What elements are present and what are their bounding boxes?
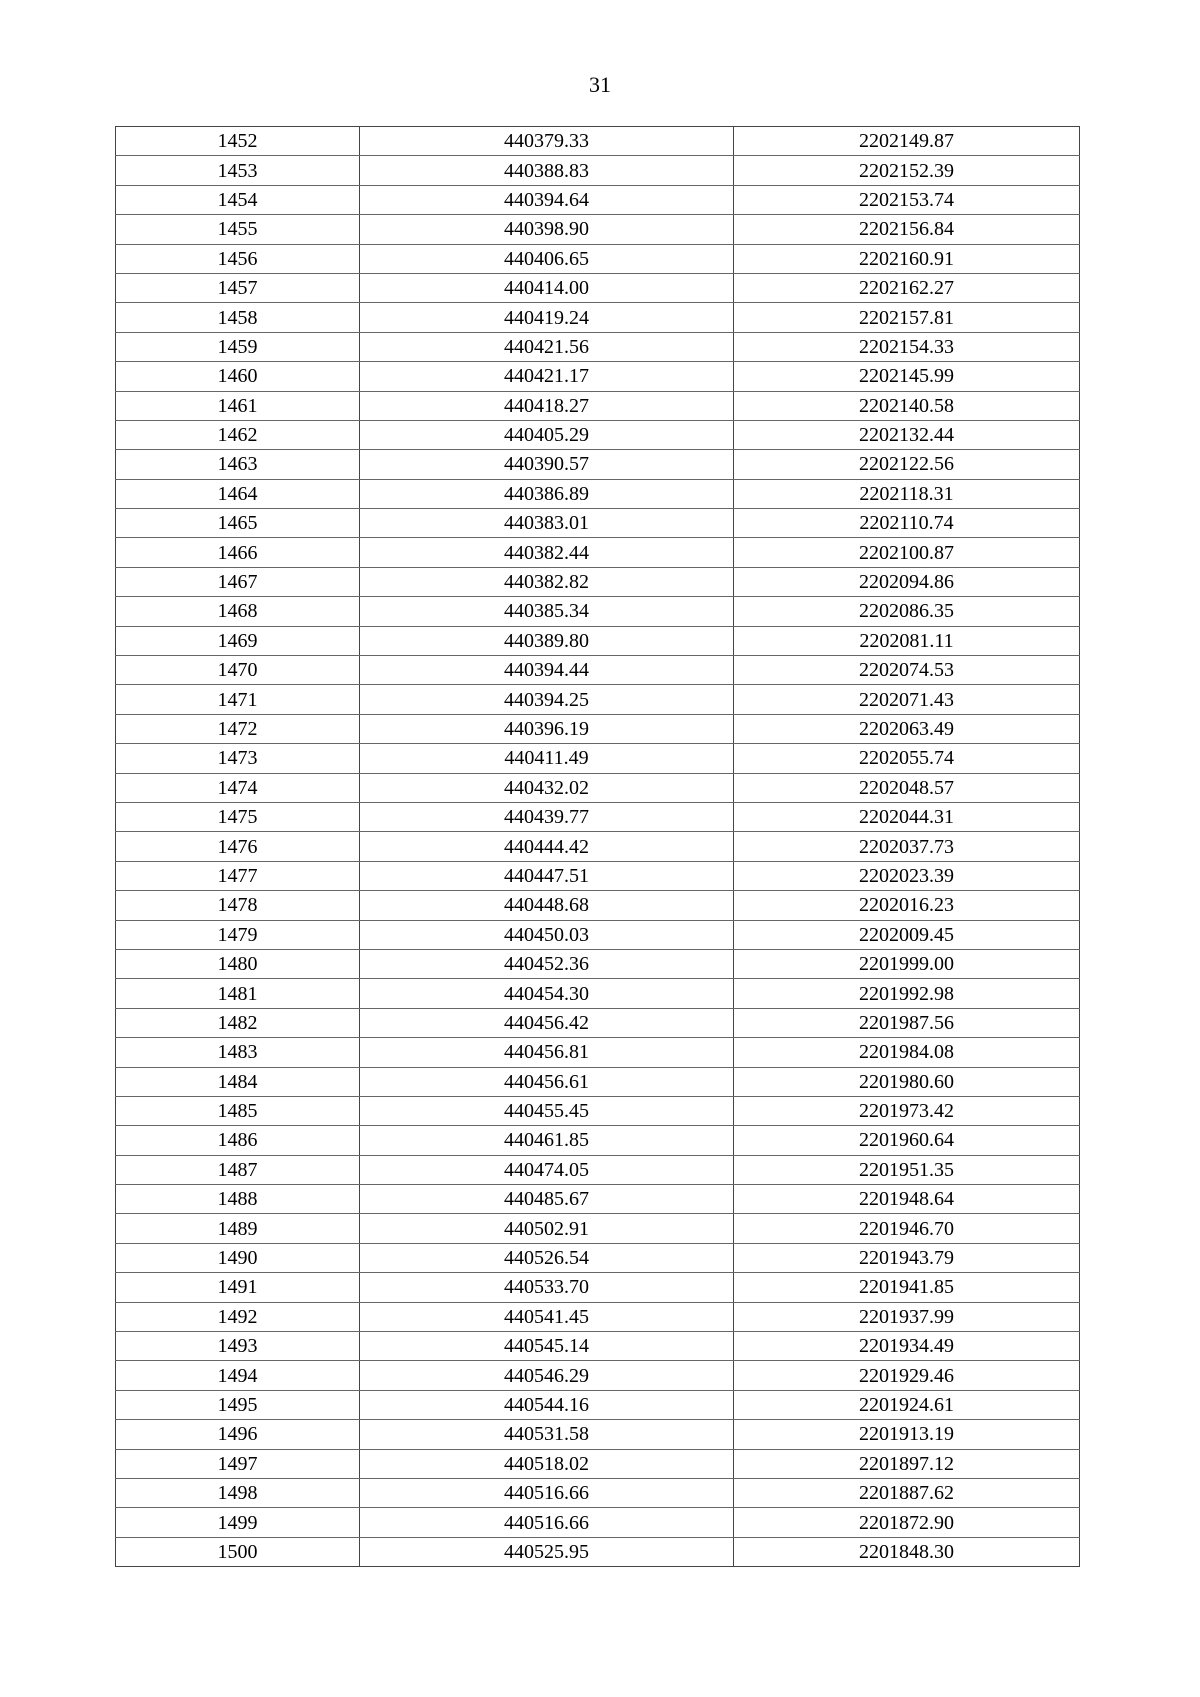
y-coordinate-cell: 2201897.12 — [734, 1449, 1080, 1478]
y-coordinate-cell: 2201943.79 — [734, 1243, 1080, 1272]
y-coordinate-cell: 2202023.39 — [734, 861, 1080, 890]
x-coordinate-cell: 440385.34 — [360, 597, 734, 626]
point-number-cell: 1463 — [116, 450, 360, 479]
point-number-cell: 1474 — [116, 773, 360, 802]
table-row — [116, 1537, 1080, 1566]
y-coordinate-cell: 2201999.00 — [734, 949, 1080, 978]
point-number-cell: 1489 — [116, 1214, 360, 1243]
x-coordinate-cell: 440456.61 — [360, 1067, 734, 1096]
point-number-cell: 1457 — [116, 273, 360, 302]
table-row — [116, 420, 1080, 449]
table-row — [116, 656, 1080, 685]
table-row — [116, 832, 1080, 861]
point-number-cell: 1464 — [116, 479, 360, 508]
point-number-cell: 1476 — [116, 832, 360, 861]
x-coordinate-cell: 440394.44 — [360, 656, 734, 685]
point-number-cell: 1491 — [116, 1273, 360, 1302]
table-row — [116, 1449, 1080, 1478]
table-row — [116, 949, 1080, 978]
table-row — [116, 215, 1080, 244]
point-number-cell: 1465 — [116, 509, 360, 538]
table-row — [116, 1126, 1080, 1155]
x-coordinate-cell: 440545.14 — [360, 1332, 734, 1361]
point-number-cell: 1456 — [116, 244, 360, 273]
point-number-cell: 1492 — [116, 1302, 360, 1331]
y-coordinate-cell: 2202145.99 — [734, 362, 1080, 391]
x-coordinate-cell: 440452.36 — [360, 949, 734, 978]
point-number-cell: 1468 — [116, 597, 360, 626]
point-number-cell: 1487 — [116, 1155, 360, 1184]
y-coordinate-cell: 2202094.86 — [734, 567, 1080, 596]
x-coordinate-cell: 440411.49 — [360, 744, 734, 773]
y-coordinate-cell: 2202048.57 — [734, 773, 1080, 802]
point-number-cell: 1496 — [116, 1420, 360, 1449]
x-coordinate-cell: 440390.57 — [360, 450, 734, 479]
table-row — [116, 744, 1080, 773]
point-number-cell: 1497 — [116, 1449, 360, 1478]
table-row — [116, 509, 1080, 538]
y-coordinate-cell: 2201980.60 — [734, 1067, 1080, 1096]
x-coordinate-cell: 440525.95 — [360, 1537, 734, 1566]
table-row — [116, 538, 1080, 567]
point-number-cell: 1479 — [116, 920, 360, 949]
point-number-cell: 1467 — [116, 567, 360, 596]
y-coordinate-cell: 2202016.23 — [734, 891, 1080, 920]
point-number-cell: 1462 — [116, 420, 360, 449]
x-coordinate-cell: 440541.45 — [360, 1302, 734, 1331]
x-coordinate-cell: 440544.16 — [360, 1390, 734, 1419]
y-coordinate-cell: 2202149.87 — [734, 127, 1080, 156]
y-coordinate-cell: 2202160.91 — [734, 244, 1080, 273]
x-coordinate-cell: 440474.05 — [360, 1155, 734, 1184]
point-number-cell: 1480 — [116, 949, 360, 978]
table-row — [116, 1214, 1080, 1243]
x-coordinate-cell: 440386.89 — [360, 479, 734, 508]
table-row — [116, 479, 1080, 508]
x-coordinate-cell: 440379.33 — [360, 127, 734, 156]
y-coordinate-cell: 2201848.30 — [734, 1537, 1080, 1566]
y-coordinate-cell: 2201937.99 — [734, 1302, 1080, 1331]
y-coordinate-cell: 2201946.70 — [734, 1214, 1080, 1243]
x-coordinate-cell: 440419.24 — [360, 303, 734, 332]
table-row — [116, 861, 1080, 890]
x-coordinate-cell: 440461.85 — [360, 1126, 734, 1155]
x-coordinate-cell: 440383.01 — [360, 509, 734, 538]
x-coordinate-cell: 440421.17 — [360, 362, 734, 391]
x-coordinate-cell: 440516.66 — [360, 1478, 734, 1507]
x-coordinate-cell: 440526.54 — [360, 1243, 734, 1272]
point-number-cell: 1500 — [116, 1537, 360, 1566]
table-row — [116, 802, 1080, 831]
y-coordinate-cell: 2202009.45 — [734, 920, 1080, 949]
point-number-cell: 1499 — [116, 1508, 360, 1537]
point-number-cell: 1470 — [116, 656, 360, 685]
y-coordinate-cell: 2201887.62 — [734, 1478, 1080, 1507]
x-coordinate-cell: 440418.27 — [360, 391, 734, 420]
point-number-cell: 1455 — [116, 215, 360, 244]
point-number-cell: 1453 — [116, 156, 360, 185]
y-coordinate-cell: 2202162.27 — [734, 273, 1080, 302]
x-coordinate-cell: 440432.02 — [360, 773, 734, 802]
y-coordinate-cell: 2201948.64 — [734, 1185, 1080, 1214]
point-number-cell: 1477 — [116, 861, 360, 890]
y-coordinate-cell: 2201987.56 — [734, 1008, 1080, 1037]
x-coordinate-cell: 440382.82 — [360, 567, 734, 596]
y-coordinate-cell: 2201941.85 — [734, 1273, 1080, 1302]
point-number-cell: 1458 — [116, 303, 360, 332]
x-coordinate-cell: 440502.91 — [360, 1214, 734, 1243]
table-row — [116, 273, 1080, 302]
point-number-cell: 1485 — [116, 1096, 360, 1125]
x-coordinate-cell: 440421.56 — [360, 332, 734, 361]
x-coordinate-cell: 440518.02 — [360, 1449, 734, 1478]
y-coordinate-cell: 2202081.11 — [734, 626, 1080, 655]
point-number-cell: 1452 — [116, 127, 360, 156]
y-coordinate-cell: 2201992.98 — [734, 979, 1080, 1008]
table-row — [116, 1332, 1080, 1361]
x-coordinate-cell: 440533.70 — [360, 1273, 734, 1302]
point-number-cell: 1495 — [116, 1390, 360, 1419]
x-coordinate-cell: 440394.25 — [360, 685, 734, 714]
x-coordinate-cell: 440454.30 — [360, 979, 734, 1008]
point-number-cell: 1472 — [116, 714, 360, 743]
y-coordinate-cell: 2202154.33 — [734, 332, 1080, 361]
table-row — [116, 1508, 1080, 1537]
point-number-cell: 1475 — [116, 802, 360, 831]
point-number-cell: 1460 — [116, 362, 360, 391]
y-coordinate-cell: 2202044.31 — [734, 802, 1080, 831]
point-number-cell: 1454 — [116, 185, 360, 214]
table-row — [116, 714, 1080, 743]
point-number-cell: 1498 — [116, 1478, 360, 1507]
table-row — [116, 626, 1080, 655]
table-row — [116, 362, 1080, 391]
table-row — [116, 391, 1080, 420]
point-number-cell: 1493 — [116, 1332, 360, 1361]
y-coordinate-cell: 2201984.08 — [734, 1038, 1080, 1067]
table-row — [116, 1096, 1080, 1125]
point-number-cell: 1481 — [116, 979, 360, 1008]
y-coordinate-cell: 2202140.58 — [734, 391, 1080, 420]
point-number-cell: 1482 — [116, 1008, 360, 1037]
table-row — [116, 1361, 1080, 1390]
x-coordinate-cell: 440448.68 — [360, 891, 734, 920]
y-coordinate-cell: 2202086.35 — [734, 597, 1080, 626]
table-row — [116, 1243, 1080, 1272]
table-row — [116, 979, 1080, 1008]
point-number-cell: 1490 — [116, 1243, 360, 1272]
x-coordinate-cell: 440388.83 — [360, 156, 734, 185]
table-row — [116, 244, 1080, 273]
y-coordinate-cell: 2201913.19 — [734, 1420, 1080, 1449]
coordinates-table — [115, 126, 1080, 1567]
y-coordinate-cell: 2202152.39 — [734, 156, 1080, 185]
table-row — [116, 597, 1080, 626]
table-row — [116, 1185, 1080, 1214]
x-coordinate-cell: 440382.44 — [360, 538, 734, 567]
x-coordinate-cell: 440485.67 — [360, 1185, 734, 1214]
point-number-cell: 1483 — [116, 1038, 360, 1067]
y-coordinate-cell: 2201929.46 — [734, 1361, 1080, 1390]
table-row — [116, 1420, 1080, 1449]
point-number-cell: 1484 — [116, 1067, 360, 1096]
x-coordinate-cell: 440405.29 — [360, 420, 734, 449]
y-coordinate-cell: 2201924.61 — [734, 1390, 1080, 1419]
table-row — [116, 1008, 1080, 1037]
x-coordinate-cell: 440396.19 — [360, 714, 734, 743]
point-number-cell: 1473 — [116, 744, 360, 773]
y-coordinate-cell: 2202074.53 — [734, 656, 1080, 685]
table-row — [116, 127, 1080, 156]
x-coordinate-cell: 440447.51 — [360, 861, 734, 890]
y-coordinate-cell: 2201960.64 — [734, 1126, 1080, 1155]
x-coordinate-cell: 440546.29 — [360, 1361, 734, 1390]
x-coordinate-cell: 440516.66 — [360, 1508, 734, 1537]
point-number-cell: 1488 — [116, 1185, 360, 1214]
table-row — [116, 303, 1080, 332]
y-coordinate-cell: 2202157.81 — [734, 303, 1080, 332]
table-row — [116, 567, 1080, 596]
x-coordinate-cell: 440531.58 — [360, 1420, 734, 1449]
point-number-cell: 1466 — [116, 538, 360, 567]
y-coordinate-cell: 2202156.84 — [734, 215, 1080, 244]
x-coordinate-cell: 440456.81 — [360, 1038, 734, 1067]
table-row — [116, 1390, 1080, 1419]
y-coordinate-cell: 2202122.56 — [734, 450, 1080, 479]
x-coordinate-cell: 440394.64 — [360, 185, 734, 214]
x-coordinate-cell: 440389.80 — [360, 626, 734, 655]
table-row — [116, 1155, 1080, 1184]
y-coordinate-cell: 2202071.43 — [734, 685, 1080, 714]
table-row — [116, 1038, 1080, 1067]
y-coordinate-cell: 2202037.73 — [734, 832, 1080, 861]
y-coordinate-cell: 2201934.49 — [734, 1332, 1080, 1361]
table-row — [116, 1302, 1080, 1331]
point-number-cell: 1469 — [116, 626, 360, 655]
x-coordinate-cell: 440444.42 — [360, 832, 734, 861]
table-row — [116, 1067, 1080, 1096]
point-number-cell: 1471 — [116, 685, 360, 714]
x-coordinate-cell: 440439.77 — [360, 802, 734, 831]
y-coordinate-cell: 2202132.44 — [734, 420, 1080, 449]
table-row — [116, 1478, 1080, 1507]
table-row — [116, 891, 1080, 920]
x-coordinate-cell: 440455.45 — [360, 1096, 734, 1125]
y-coordinate-cell: 2201951.35 — [734, 1155, 1080, 1184]
y-coordinate-cell: 2201872.90 — [734, 1508, 1080, 1537]
table-row — [116, 685, 1080, 714]
y-coordinate-cell: 2202118.31 — [734, 479, 1080, 508]
y-coordinate-cell: 2202055.74 — [734, 744, 1080, 773]
y-coordinate-cell: 2202063.49 — [734, 714, 1080, 743]
x-coordinate-cell: 440450.03 — [360, 920, 734, 949]
x-coordinate-cell: 440456.42 — [360, 1008, 734, 1037]
x-coordinate-cell: 440414.00 — [360, 273, 734, 302]
point-number-cell: 1461 — [116, 391, 360, 420]
coordinates-table-body — [116, 127, 1080, 1567]
y-coordinate-cell: 2201973.42 — [734, 1096, 1080, 1125]
x-coordinate-cell: 440406.65 — [360, 244, 734, 273]
point-number-cell: 1459 — [116, 332, 360, 361]
y-coordinate-cell: 2202100.87 — [734, 538, 1080, 567]
table-row — [116, 920, 1080, 949]
x-coordinate-cell: 440398.90 — [360, 215, 734, 244]
table-row — [116, 450, 1080, 479]
table-row — [116, 1273, 1080, 1302]
y-coordinate-cell: 2202153.74 — [734, 185, 1080, 214]
point-number-cell: 1486 — [116, 1126, 360, 1155]
point-number-cell: 1478 — [116, 891, 360, 920]
table-row — [116, 332, 1080, 361]
table-row — [116, 156, 1080, 185]
y-coordinate-cell: 2202110.74 — [734, 509, 1080, 538]
point-number-cell: 1494 — [116, 1361, 360, 1390]
table-row — [116, 773, 1080, 802]
page-number: 31 — [589, 72, 611, 97]
table-row — [116, 185, 1080, 214]
